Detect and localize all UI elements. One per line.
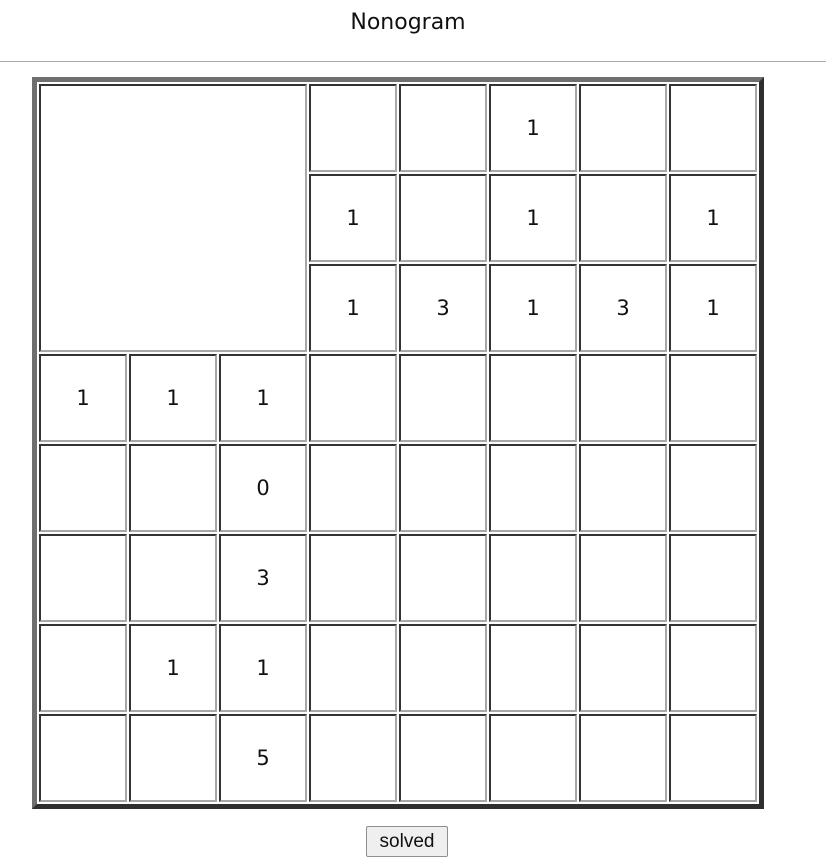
row-clue: 1 xyxy=(219,354,307,442)
row-clue xyxy=(39,624,127,712)
grid-cell[interactable] xyxy=(399,444,487,532)
grid-cell[interactable] xyxy=(579,444,667,532)
page-title: Nonogram xyxy=(350,10,466,35)
column-clue xyxy=(579,84,667,172)
row-clue xyxy=(39,714,127,802)
row-clue xyxy=(39,444,127,532)
grid-cell[interactable] xyxy=(309,354,397,442)
grid-cell[interactable] xyxy=(399,714,487,802)
grid-cell[interactable] xyxy=(399,624,487,712)
row-clue xyxy=(39,534,127,622)
grid-cell[interactable] xyxy=(489,714,577,802)
grid-cell[interactable] xyxy=(669,354,757,442)
grid-cell[interactable] xyxy=(669,534,757,622)
solved-button[interactable]: solved xyxy=(366,826,448,857)
row-clue: 5 xyxy=(219,714,307,802)
grid-cell[interactable] xyxy=(669,444,757,532)
grid-cell[interactable] xyxy=(579,354,667,442)
row-clue: 3 xyxy=(219,534,307,622)
column-clue xyxy=(669,84,757,172)
grid-cell[interactable] xyxy=(489,534,577,622)
column-clue: 1 xyxy=(489,174,577,262)
column-clue: 1 xyxy=(489,84,577,172)
grid-cell[interactable] xyxy=(309,624,397,712)
grid-cell[interactable] xyxy=(579,534,667,622)
row-clue xyxy=(129,444,217,532)
grid-cell[interactable] xyxy=(309,444,397,532)
row-clue xyxy=(129,714,217,802)
grid-cell[interactable] xyxy=(579,624,667,712)
row-clue: 1 xyxy=(129,624,217,712)
column-clue: 1 xyxy=(309,174,397,262)
clue-corner xyxy=(39,84,307,352)
column-clue: 3 xyxy=(579,264,667,352)
column-clue: 1 xyxy=(489,264,577,352)
grid-cell[interactable] xyxy=(489,354,577,442)
row-clue: 1 xyxy=(129,354,217,442)
grid-cell[interactable] xyxy=(309,534,397,622)
column-clue xyxy=(399,174,487,262)
nonogram-board xyxy=(32,77,764,809)
grid-cell[interactable] xyxy=(489,444,577,532)
grid-cell[interactable] xyxy=(399,354,487,442)
column-clue xyxy=(309,84,397,172)
grid-cell[interactable] xyxy=(399,534,487,622)
grid-cell[interactable] xyxy=(489,624,577,712)
row-clue xyxy=(129,534,217,622)
column-clue: 1 xyxy=(309,264,397,352)
title-divider xyxy=(0,61,826,62)
grid-cell[interactable] xyxy=(309,714,397,802)
row-clue: 1 xyxy=(39,354,127,442)
column-clue: 3 xyxy=(399,264,487,352)
grid-cell[interactable] xyxy=(669,624,757,712)
grid-cell[interactable] xyxy=(669,714,757,802)
column-clue: 1 xyxy=(669,264,757,352)
row-clue: 0 xyxy=(219,444,307,532)
column-clue xyxy=(399,84,487,172)
row-clue: 1 xyxy=(219,624,307,712)
column-clue xyxy=(579,174,667,262)
column-clue: 1 xyxy=(669,174,757,262)
grid-cell[interactable] xyxy=(579,714,667,802)
